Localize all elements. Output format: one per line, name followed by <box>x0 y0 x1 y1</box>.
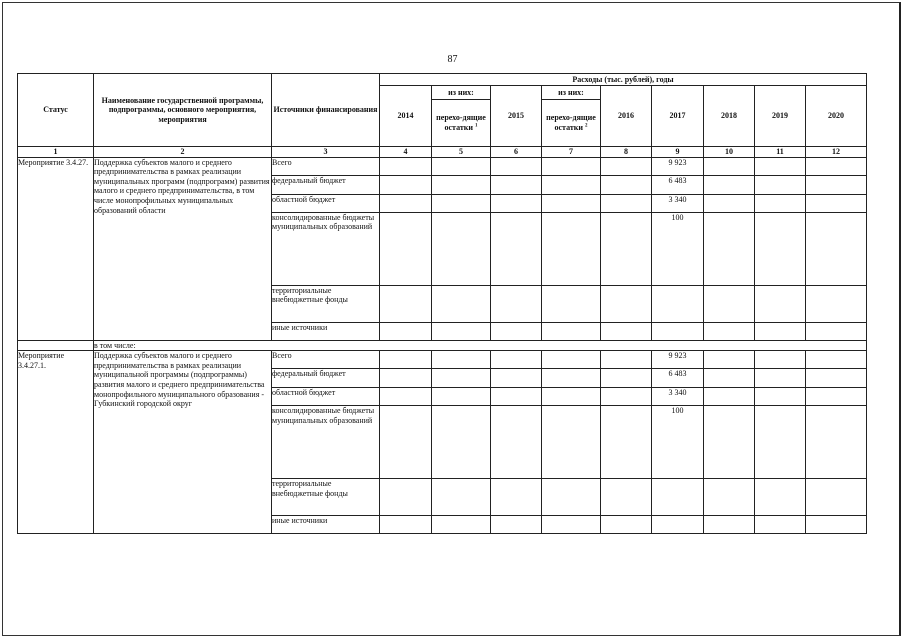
column-number: 8 <box>601 147 652 158</box>
value-cell <box>542 479 601 516</box>
value-cell <box>491 212 542 285</box>
value-2017-cell <box>652 322 704 340</box>
source-cell: территориальные внебюджетные фонды <box>272 479 380 516</box>
value-cell <box>491 175 542 194</box>
value-cell <box>542 516 601 534</box>
column-number: 12 <box>806 147 867 158</box>
value-cell <box>491 157 542 175</box>
value-cell <box>491 369 542 388</box>
value-cell <box>542 194 601 212</box>
value-cell <box>704 479 755 516</box>
value-cell <box>704 406 755 479</box>
value-cell <box>806 406 867 479</box>
including-label: в том числе: <box>94 340 867 351</box>
value-cell <box>432 369 491 388</box>
source-cell: областной бюджет <box>272 388 380 406</box>
value-cell <box>755 479 806 516</box>
table-row <box>18 157 867 175</box>
column-number: 1 <box>18 147 94 158</box>
source-cell: иные источники <box>272 516 380 534</box>
value-cell <box>755 194 806 212</box>
value-cell <box>542 212 601 285</box>
value-cell <box>542 388 601 406</box>
value-cell <box>806 479 867 516</box>
value-cell <box>380 369 432 388</box>
value-cell <box>491 285 542 322</box>
value-cell <box>491 479 542 516</box>
header-year-2018: 2018 <box>704 86 755 147</box>
value-cell <box>380 516 432 534</box>
value-cell <box>755 157 806 175</box>
value-cell <box>380 194 432 212</box>
budget-table <box>17 73 867 534</box>
value-cell <box>704 516 755 534</box>
value-cell <box>806 285 867 322</box>
column-number: 3 <box>272 147 380 158</box>
value-cell <box>755 175 806 194</box>
value-cell <box>542 369 601 388</box>
value-cell <box>380 175 432 194</box>
value-cell <box>542 175 601 194</box>
value-cell <box>806 351 867 369</box>
value-cell <box>542 285 601 322</box>
column-number: 2 <box>94 147 272 158</box>
value-cell <box>491 406 542 479</box>
header-year-2019: 2019 <box>755 86 806 147</box>
value-cell <box>432 479 491 516</box>
value-cell <box>380 406 432 479</box>
value-2017-cell: 9 923 <box>652 351 704 369</box>
value-cell <box>601 351 652 369</box>
value-cell <box>704 212 755 285</box>
value-cell <box>601 175 652 194</box>
value-cell <box>432 175 491 194</box>
value-cell <box>704 322 755 340</box>
column-number: 5 <box>432 147 491 158</box>
value-cell <box>755 369 806 388</box>
value-cell <box>755 351 806 369</box>
value-cell <box>432 322 491 340</box>
source-cell: федеральный бюджет <box>272 175 380 194</box>
value-cell <box>806 388 867 406</box>
value-cell <box>491 194 542 212</box>
value-cell <box>806 369 867 388</box>
value-cell <box>380 322 432 340</box>
column-number: 6 <box>491 147 542 158</box>
value-cell <box>704 351 755 369</box>
value-cell <box>601 479 652 516</box>
value-cell <box>601 406 652 479</box>
value-cell <box>432 406 491 479</box>
value-2017-cell: 100 <box>652 212 704 285</box>
column-numbers-row <box>18 147 867 158</box>
value-cell <box>432 516 491 534</box>
header-year-2014: 2014 <box>380 86 432 147</box>
value-2017-cell <box>652 479 704 516</box>
value-cell <box>491 351 542 369</box>
value-2017-cell: 9 923 <box>652 157 704 175</box>
header-carryover-1: перехо-дящие остатки $^1$ <box>432 100 491 147</box>
value-cell <box>704 388 755 406</box>
header-of-them-2: из них: <box>542 86 601 100</box>
value-cell <box>806 175 867 194</box>
value-cell <box>601 285 652 322</box>
value-cell <box>491 388 542 406</box>
value-2017-cell: 6 483 <box>652 175 704 194</box>
header-year-2017: 2017 <box>652 86 704 147</box>
header-sources: Источники финансирования <box>272 74 380 147</box>
value-cell <box>542 322 601 340</box>
column-number: 7 <box>542 147 601 158</box>
source-cell: Всего <box>272 351 380 369</box>
header-name: Наименование государственной программы, подпрограммы, основного мероприятия, мероприятия <box>94 74 272 147</box>
header-of-them-1: из них: <box>432 86 491 100</box>
source-cell: территориальные внебюджетные фонды <box>272 285 380 322</box>
source-cell: федеральный бюджет <box>272 369 380 388</box>
value-cell <box>491 322 542 340</box>
value-cell <box>542 157 601 175</box>
value-cell <box>432 285 491 322</box>
value-cell <box>755 388 806 406</box>
value-cell <box>704 157 755 175</box>
value-cell <box>601 369 652 388</box>
name-cell: Поддержка субъектов малого и среднего предпринимательства в рамках реализации муниципальных программ (подпрограмм) развития малого и среднего предпринимательства, в том числе монопрофильных муниципальных образований области <box>94 157 272 340</box>
value-cell <box>432 351 491 369</box>
value-cell <box>704 175 755 194</box>
value-cell <box>755 322 806 340</box>
value-cell <box>704 285 755 322</box>
header-year-2020: 2020 <box>806 86 867 147</box>
value-cell <box>806 322 867 340</box>
value-cell <box>542 406 601 479</box>
value-2017-cell <box>652 285 704 322</box>
header-year-2016: 2016 <box>601 86 652 147</box>
value-cell <box>432 194 491 212</box>
value-cell <box>601 212 652 285</box>
value-2017-cell: 100 <box>652 406 704 479</box>
header-expenses: Расходы (тыс. рублей), годы <box>380 74 867 86</box>
value-cell <box>491 516 542 534</box>
table-row <box>18 351 867 369</box>
source-cell: Всего <box>272 157 380 175</box>
value-cell <box>380 479 432 516</box>
header-year-2015: 2015 <box>491 86 542 147</box>
source-cell: иные источники <box>272 322 380 340</box>
value-cell <box>432 157 491 175</box>
column-number: 11 <box>755 147 806 158</box>
value-cell <box>380 212 432 285</box>
source-cell: консолидированные бюджеты муниципальных образований <box>272 406 380 479</box>
value-2017-cell: 3 340 <box>652 388 704 406</box>
column-number: 4 <box>380 147 432 158</box>
value-cell <box>432 388 491 406</box>
value-cell <box>601 388 652 406</box>
value-cell <box>704 369 755 388</box>
source-cell: областной бюджет <box>272 194 380 212</box>
value-cell <box>601 516 652 534</box>
name-cell: Поддержка субъектов малого и среднего предпринимательства в рамках реализации муниципальной программы (подпрограммы) развития малого и среднего предпринимательства монопрофильного муниципального образования - Губкинский городской округ <box>94 351 272 534</box>
value-cell <box>755 212 806 285</box>
page-number: 87 <box>447 54 458 65</box>
value-cell <box>704 194 755 212</box>
value-cell <box>380 157 432 175</box>
value-cell <box>542 351 601 369</box>
value-2017-cell: 3 340 <box>652 194 704 212</box>
value-cell <box>806 212 867 285</box>
value-cell <box>806 516 867 534</box>
value-cell <box>755 406 806 479</box>
column-number: 9 <box>652 147 704 158</box>
status-cell: Мероприятие 3.4.27. <box>18 157 94 340</box>
value-cell <box>601 157 652 175</box>
value-2017-cell: 6 483 <box>652 369 704 388</box>
including-row <box>18 340 867 351</box>
source-cell: консолидированные бюджеты муниципальных образований <box>272 212 380 285</box>
value-cell <box>806 194 867 212</box>
value-cell <box>806 157 867 175</box>
header-carryover-2: перехо-дящие остатки $^2$ <box>542 100 601 147</box>
value-cell <box>755 516 806 534</box>
value-cell <box>380 285 432 322</box>
blank-cell <box>18 340 94 351</box>
value-cell <box>380 351 432 369</box>
value-cell <box>601 194 652 212</box>
value-cell <box>380 388 432 406</box>
value-cell <box>755 285 806 322</box>
column-number: 10 <box>704 147 755 158</box>
status-cell: Мероприятие 3.4.27.1. <box>18 351 94 534</box>
header-status: Статус <box>18 74 94 147</box>
value-cell <box>432 212 491 285</box>
value-2017-cell <box>652 516 704 534</box>
value-cell <box>601 322 652 340</box>
